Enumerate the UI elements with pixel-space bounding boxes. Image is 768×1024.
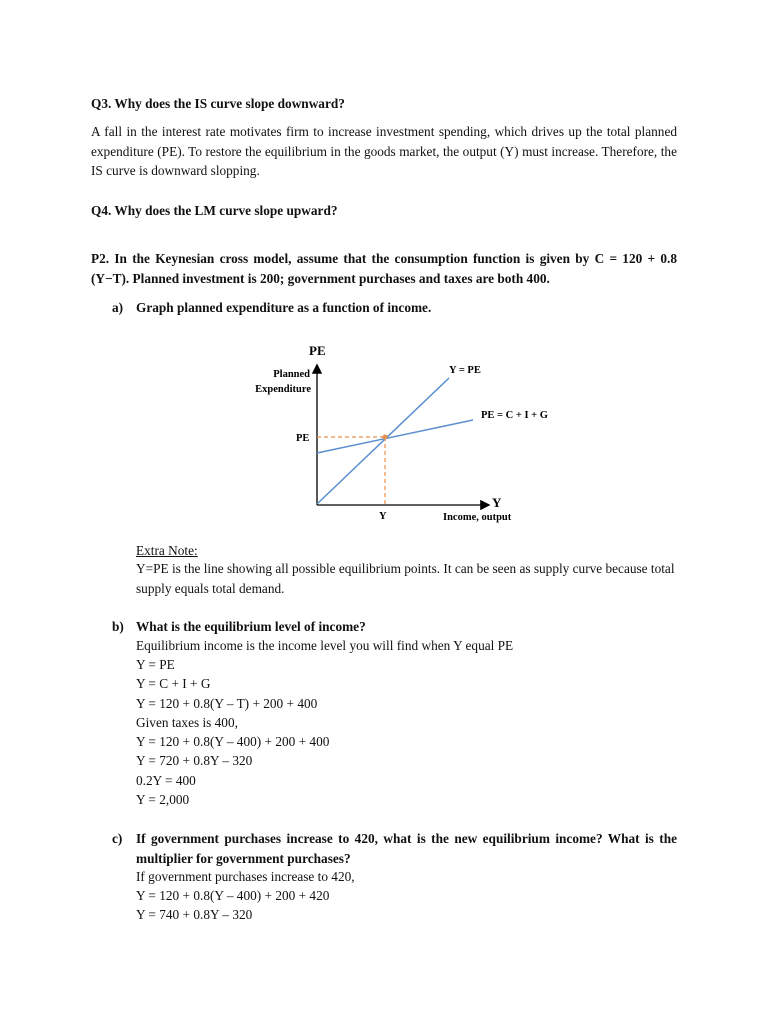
q4-question: Q4. Why does the LM curve slope upward? — [91, 203, 338, 218]
part-b-line: Y = PE — [136, 657, 175, 672]
part-a-label: a) — [112, 300, 124, 315]
pe-function-label: PE = C + I + G — [481, 410, 548, 421]
part-c-label: c) — [112, 831, 123, 846]
note-heading: Extra Note: — [136, 543, 198, 558]
part-b-line: Y = 120 + 0.8(Y – 400) + 200 + 400 — [136, 734, 330, 749]
part-c-line: If government purchases increase to 420, — [136, 869, 355, 884]
part-c-line: Y = 740 + 0.8Y – 320 — [136, 907, 253, 922]
part-b-line: Y = C + I + G — [136, 676, 211, 691]
part-b-line: Y = 720 + 0.8Y – 320 — [136, 753, 253, 768]
part-b-line: Given taxes is 400, — [136, 715, 238, 730]
part-b-line: 0.2Y = 400 — [136, 773, 196, 788]
equilibrium-point — [383, 435, 388, 440]
y-tick-label: Y — [379, 511, 387, 522]
q3-answer: A fall in the interest rate motivates firm to increase investment spending, which drives up the total planned expenditure (PE). To restore the equilibrium in the goods market, the output (Y) must increase. Therefore, the IS curve is downward slopping. — [91, 124, 677, 178]
y-axis-end-label: Y — [492, 495, 502, 510]
p2-intro: P2. In the Keynesian cross model, assume that the consumption function is given by C = 120 + 0.8 (Y−T). Planned investment is 200; government purchases and taxes are both 400. — [91, 251, 677, 286]
part-a-question: Graph planned expenditure as a function of income. — [136, 300, 432, 315]
part-c-line: Y = 120 + 0.8(Y – 400) + 200 + 420 — [136, 888, 330, 903]
note-text: Y=PE is the line showing all possible equilibrium points. It can be seen as supply curve because total supply equals total demand. — [136, 561, 675, 596]
q3-question: Q3. Why does the IS curve slope downward? — [91, 96, 345, 111]
part-b-question: What is the equilibrium level of income? — [136, 619, 366, 634]
part-b-line: Y = 2,000 — [136, 792, 190, 807]
part-b-label: b) — [112, 619, 124, 634]
pe-top-label: PE — [309, 343, 326, 358]
y-equals-pe-line — [317, 378, 449, 504]
x-axis-label: Income, output — [443, 512, 512, 523]
part-b-line: Y = 120 + 0.8(Y – T) + 200 + 400 — [136, 696, 318, 711]
expenditure-label: Expenditure — [255, 384, 311, 395]
planned-label: Planned — [273, 369, 310, 380]
pe-axis-value-label: PE — [296, 433, 310, 444]
y-equals-pe-label: Y = PE — [449, 365, 481, 376]
part-c-question: If government purchases increase to 420, what is the new equilibrium income? What is the multiplier for government purchases? — [136, 831, 677, 866]
part-b-line: Equilibrium income is the income level you will find when Y equal PE — [136, 638, 514, 653]
